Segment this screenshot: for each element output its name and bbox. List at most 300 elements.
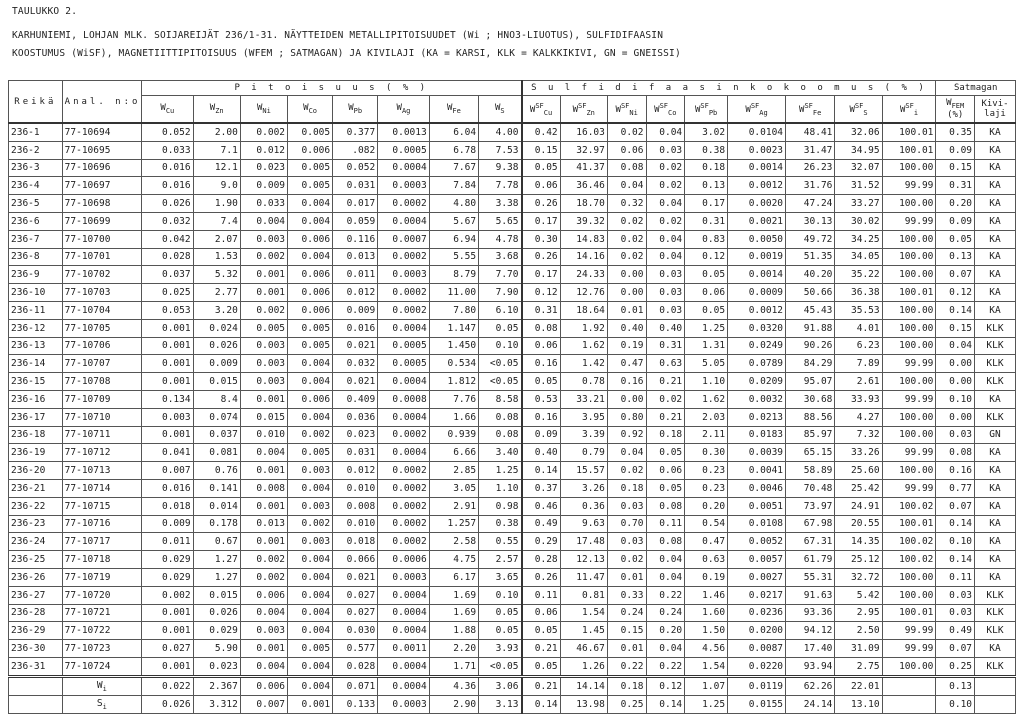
table-cell: 0.49 <box>936 622 975 640</box>
table-cell: 0.04 <box>646 568 685 586</box>
table-cell: 0.14 <box>522 462 561 480</box>
table-cell: 0.004 <box>288 373 333 391</box>
group-pitoisuus: P i t o i s u u s ( % ) <box>142 81 522 96</box>
table-cell: 33.93 <box>835 390 882 408</box>
table-cell: 35.53 <box>835 301 882 319</box>
table-cell: 0.018 <box>142 497 194 515</box>
table-cell: 7.76 <box>429 390 478 408</box>
table-cell: 1.69 <box>429 586 478 604</box>
table-cell: KA <box>975 177 1016 195</box>
cell-reika: 236-15 <box>9 373 63 391</box>
table-cell: 0.009 <box>333 301 378 319</box>
table-cell: 1.147 <box>429 319 478 337</box>
table-cell: 0.0003 <box>378 266 430 284</box>
table-cell: 25.12 <box>835 551 882 569</box>
table-cell: 0.24 <box>607 604 646 622</box>
summary-cell: 0.007 <box>240 695 287 713</box>
table-cell: 0.005 <box>288 319 333 337</box>
table-cell: 0.577 <box>333 640 378 658</box>
table-cell: 99.99 <box>882 640 936 658</box>
table-cell: 99.99 <box>882 212 936 230</box>
table-cell: 0.027 <box>333 586 378 604</box>
table-cell: 100.00 <box>882 319 936 337</box>
table-cell: 0.26 <box>522 195 561 213</box>
table-cell: 0.00 <box>607 266 646 284</box>
table-row <box>9 284 1016 302</box>
table-cell: 0.47 <box>685 533 728 551</box>
table-cell: 0.0014 <box>728 159 786 177</box>
table-cell: 0.036 <box>333 408 378 426</box>
table-row <box>9 266 1016 284</box>
table-cell: 0.0104 <box>728 123 786 141</box>
cell-reika: 236-17 <box>9 408 63 426</box>
table-cell: 0.010 <box>240 426 287 444</box>
col-w-cu: $W_{Cu}$ <box>142 96 194 124</box>
table-cell: 0.06 <box>522 337 561 355</box>
table-cell: KLK <box>975 319 1016 337</box>
table-cell: 45.43 <box>786 301 835 319</box>
table-cell: 0.09 <box>936 212 975 230</box>
table-cell: 0.67 <box>193 533 240 551</box>
table-cell: 0.009 <box>193 355 240 373</box>
table-row <box>9 551 1016 569</box>
table-cell: 0.0002 <box>378 284 430 302</box>
summary-cell: 24.14 <box>786 695 835 713</box>
table-cell: 0.031 <box>333 177 378 195</box>
table-row <box>9 319 1016 337</box>
summary-cell: 0.18 <box>607 676 646 695</box>
table-cell: 0.0004 <box>378 319 430 337</box>
table-cell: 67.98 <box>786 515 835 533</box>
table-cell: 0.0007 <box>378 230 430 248</box>
table-cell: 0.35 <box>936 123 975 141</box>
table-cell: 0.11 <box>646 515 685 533</box>
table-cell: KA <box>975 266 1016 284</box>
table-cell: 0.07 <box>936 497 975 515</box>
table-cell: 100.00 <box>882 568 936 586</box>
table-cell: 0.08 <box>522 319 561 337</box>
table-cell: 0.05 <box>479 604 522 622</box>
table-cell: 3.26 <box>560 479 607 497</box>
table-cell: 0.005 <box>240 319 287 337</box>
cell-anal: 77-10707 <box>62 355 141 373</box>
table-cell: 100.00 <box>882 586 936 604</box>
table-cell: 0.029 <box>142 568 194 586</box>
table-cell: KA <box>975 515 1016 533</box>
summary-cell: 0.12 <box>646 676 685 695</box>
table-cell: 0.010 <box>333 479 378 497</box>
table-cell: 2.00 <box>193 123 240 141</box>
table-cell: 0.0220 <box>728 657 786 676</box>
cell-reika: 236-28 <box>9 604 63 622</box>
table-cell: 0.031 <box>333 444 378 462</box>
table-cell: 3.93 <box>479 640 522 658</box>
table-cell: 0.012 <box>240 141 287 159</box>
summary-cell: 0.071 <box>333 676 378 695</box>
cell-reika: 236-11 <box>9 301 63 319</box>
table-cell: 91.63 <box>786 586 835 604</box>
table-cell: 0.0108 <box>728 515 786 533</box>
cell-reika: 236-2 <box>9 141 63 159</box>
table-cell: KA <box>975 230 1016 248</box>
table-cell: 14.35 <box>835 533 882 551</box>
cell-reika: 236-1 <box>9 123 63 141</box>
table-cell: 0.021 <box>333 337 378 355</box>
table-cell: 0.42 <box>522 123 561 141</box>
table-cell: 0.31 <box>936 177 975 195</box>
cell-anal: 77-10718 <box>62 551 141 569</box>
table-cell: 50.66 <box>786 284 835 302</box>
table-cell: 0.004 <box>288 355 333 373</box>
table-cell: 16.03 <box>560 123 607 141</box>
table-cell: 31.09 <box>835 640 882 658</box>
table-cell: 0.0217 <box>728 586 786 604</box>
table-cell: 0.14 <box>936 301 975 319</box>
table-cell: 0.0004 <box>378 373 430 391</box>
table-row <box>9 390 1016 408</box>
table-cell: 0.013 <box>240 515 287 533</box>
table-cell: 9.38 <box>479 159 522 177</box>
table-cell: KLK <box>975 586 1016 604</box>
table-cell: 0.04 <box>936 337 975 355</box>
table-cell: 1.54 <box>685 657 728 676</box>
table-cell: 0.12 <box>522 284 561 302</box>
table-cell: 1.25 <box>479 462 522 480</box>
table-cell: 0.002 <box>240 248 287 266</box>
summary-cell: 0.21 <box>522 676 561 695</box>
table-cell: <0.05 <box>479 657 522 676</box>
summary-cell: 0.004 <box>288 676 333 695</box>
table-cell: 0.052 <box>142 123 194 141</box>
table-cell: 7.67 <box>429 159 478 177</box>
table-cell: 0.011 <box>142 533 194 551</box>
table-cell: 0.08 <box>479 408 522 426</box>
table-cell: 0.02 <box>646 159 685 177</box>
col-wsf-zn: $W^{SF}_{Zn}$ <box>560 96 607 124</box>
table-cell: 17.48 <box>560 533 607 551</box>
table-cell: 0.004 <box>288 408 333 426</box>
cell-anal: 77-10709 <box>62 390 141 408</box>
summary-row <box>9 676 1016 695</box>
table-cell: 0.007 <box>142 462 194 480</box>
table-cell: 1.25 <box>685 319 728 337</box>
table-cell: 7.90 <box>479 284 522 302</box>
table-cell: 0.059 <box>333 212 378 230</box>
col-wsf-co: $W^{SF}_{Co}$ <box>646 96 685 124</box>
table-cell: 0.11 <box>522 586 561 604</box>
table-cell: 0.02 <box>646 390 685 408</box>
table-cell: 0.0012 <box>728 301 786 319</box>
table-cell: 2.95 <box>835 604 882 622</box>
table-cell: 1.69 <box>429 604 478 622</box>
table-cell: 0.06 <box>685 284 728 302</box>
group-sulfidi: S u l f i d i f a a s i n k o k o o m u s ( % ) <box>522 81 936 96</box>
table-cell: 100.00 <box>882 230 936 248</box>
table-cell: 0.0021 <box>728 212 786 230</box>
summary-cell <box>882 676 936 695</box>
table-row <box>9 604 1016 622</box>
table-cell: 0.02 <box>607 462 646 480</box>
table-cell: 100.01 <box>882 604 936 622</box>
table-cell: 0.005 <box>288 177 333 195</box>
table-cell: 0.81 <box>560 586 607 604</box>
table-cell: 0.0039 <box>728 444 786 462</box>
table-cell: 0.012 <box>333 284 378 302</box>
table-cell: 0.004 <box>288 551 333 569</box>
cell-anal: 77-10714 <box>62 479 141 497</box>
table-cell: 100.00 <box>882 373 936 391</box>
table-cell: 0.0011 <box>378 640 430 658</box>
table-cell: KA <box>975 640 1016 658</box>
table-cell: 4.78 <box>479 230 522 248</box>
table-cell: 0.0027 <box>728 568 786 586</box>
table-cell: 1.45 <box>560 622 607 640</box>
table-cell: 0.21 <box>646 373 685 391</box>
table-cell: 7.53 <box>479 141 522 159</box>
table-cell: 0.06 <box>607 141 646 159</box>
table-cell: 0.012 <box>333 462 378 480</box>
table-row <box>9 123 1016 141</box>
table-cell: 32.72 <box>835 568 882 586</box>
table-cell: 0.0002 <box>378 426 430 444</box>
table-cell: 0.074 <box>193 408 240 426</box>
table-cell: 11.00 <box>429 284 478 302</box>
table-cell: 2.75 <box>835 657 882 676</box>
table-cell: 41.37 <box>560 159 607 177</box>
table-cell: 0.066 <box>333 551 378 569</box>
summary-cell: 0.0155 <box>728 695 786 713</box>
table-cell: 36.38 <box>835 284 882 302</box>
table-cell: KA <box>975 497 1016 515</box>
table-cell: 0.37 <box>522 479 561 497</box>
cell-anal: 77-10716 <box>62 515 141 533</box>
table-cell: 47.24 <box>786 195 835 213</box>
table-cell: 0.01 <box>607 640 646 658</box>
table-cell: 8.4 <box>193 390 240 408</box>
table-cell: 100.00 <box>882 159 936 177</box>
table-cell: 100.01 <box>882 284 936 302</box>
table-cell: 0.76 <box>193 462 240 480</box>
summary-cell: 1.07 <box>685 676 728 695</box>
table-cell: 0.016 <box>142 177 194 195</box>
table-cell: 0.001 <box>240 640 287 658</box>
table-cell: 0.009 <box>142 515 194 533</box>
table-cell: 2.57 <box>479 551 522 569</box>
table-cell: 0.92 <box>607 426 646 444</box>
table-cell: 0.011 <box>333 266 378 284</box>
table-cell: 30.13 <box>786 212 835 230</box>
table-cell: 0.001 <box>240 284 287 302</box>
table-cell: 0.006 <box>288 230 333 248</box>
table-cell: 0.004 <box>288 248 333 266</box>
table-cell: 0.19 <box>607 337 646 355</box>
table-cell: 12.13 <box>560 551 607 569</box>
table-cell: 0.16 <box>522 408 561 426</box>
col-anal: Anal. n:o <box>62 81 141 124</box>
table-cell: 0.53 <box>522 390 561 408</box>
summary-cell: 0.10 <box>936 695 975 713</box>
table-cell: 0.79 <box>560 444 607 462</box>
table-cell: 0.40 <box>522 444 561 462</box>
table-cell: 2.85 <box>429 462 478 480</box>
table-cell: 0.12 <box>685 248 728 266</box>
table-cell: 0.78 <box>560 373 607 391</box>
cell-anal: 77-10713 <box>62 462 141 480</box>
table-cell: 0.001 <box>142 373 194 391</box>
table-cell: 0.63 <box>685 551 728 569</box>
table-cell: 0.15 <box>936 159 975 177</box>
table-cell: 65.15 <box>786 444 835 462</box>
table-cell: 0.0005 <box>378 141 430 159</box>
table-cell: KA <box>975 390 1016 408</box>
table-cell: 0.28 <box>522 551 561 569</box>
table-cell: 0.04 <box>646 123 685 141</box>
table-cell: 2.20 <box>429 640 478 658</box>
table-cell: KA <box>975 568 1016 586</box>
table-cell: 0.08 <box>646 533 685 551</box>
summary-cell: 22.01 <box>835 676 882 695</box>
table-cell: 99.99 <box>882 390 936 408</box>
table-cell: 0.31 <box>646 337 685 355</box>
table-cell: 7.70 <box>479 266 522 284</box>
table-cell: 0.002 <box>240 301 287 319</box>
table-cell: 0.06 <box>522 177 561 195</box>
table-cell: 15.57 <box>560 462 607 480</box>
table-cell: 0.0019 <box>728 248 786 266</box>
table-cell: 48.41 <box>786 123 835 141</box>
table-cell: 1.31 <box>685 337 728 355</box>
table-cell: 0.002 <box>142 586 194 604</box>
table-cell: 5.42 <box>835 586 882 604</box>
summary-cell: 62.26 <box>786 676 835 695</box>
table-cell: 1.53 <box>193 248 240 266</box>
table-cell: 0.015 <box>193 586 240 604</box>
table-row <box>9 622 1016 640</box>
table-cell: 33.21 <box>560 390 607 408</box>
table-cell: 0.006 <box>240 586 287 604</box>
table-cell: 100.02 <box>882 551 936 569</box>
table-row <box>9 177 1016 195</box>
table-row <box>9 373 1016 391</box>
table-cell: 0.005 <box>288 123 333 141</box>
table-row <box>9 159 1016 177</box>
table-cell: 0.0046 <box>728 479 786 497</box>
table-cell: 0.00 <box>936 408 975 426</box>
table-cell: 0.037 <box>193 426 240 444</box>
table-cell: 0.003 <box>240 622 287 640</box>
table-cell: 0.10 <box>936 533 975 551</box>
table-cell: 0.08 <box>479 426 522 444</box>
summary-cell: 0.25 <box>607 695 646 713</box>
table-cell: 0.12 <box>936 284 975 302</box>
table-cell: 2.50 <box>835 622 882 640</box>
table-cell: 0.0012 <box>728 177 786 195</box>
table-cell: 40.20 <box>786 266 835 284</box>
table-cell: 0.004 <box>288 657 333 676</box>
table-cell: 0.003 <box>240 230 287 248</box>
table-cell: 0.027 <box>142 640 194 658</box>
summary-cell: 0.133 <box>333 695 378 713</box>
table-cell: 0.0009 <box>728 284 786 302</box>
cell-reika: 236-19 <box>9 444 63 462</box>
table-cell: 0.001 <box>142 355 194 373</box>
table-title: TAULUKKO 2. <box>12 6 78 17</box>
table-cell: 0.026 <box>142 195 194 213</box>
table-cell: 6.04 <box>429 123 478 141</box>
table-cell: 0.004 <box>288 586 333 604</box>
table-cell: 1.812 <box>429 373 478 391</box>
cell-reika: 236-13 <box>9 337 63 355</box>
cell-anal: 77-10701 <box>62 248 141 266</box>
table-cell: 6.23 <box>835 337 882 355</box>
summary-cell: 0.026 <box>142 695 194 713</box>
table-cell: 1.26 <box>560 657 607 676</box>
table-cell: 0.02 <box>646 212 685 230</box>
table-cell: 1.62 <box>685 390 728 408</box>
table-cell: 0.0004 <box>378 586 430 604</box>
col-wsf-i: $W^{SF}_i$ <box>882 96 936 124</box>
cell-anal: 77-10703 <box>62 284 141 302</box>
table-cell: 0.004 <box>288 604 333 622</box>
table-cell: 0.03 <box>936 604 975 622</box>
table-cell: 0.20 <box>936 195 975 213</box>
table-cell: 0.001 <box>142 426 194 444</box>
table-cell: 12.76 <box>560 284 607 302</box>
table-cell: 0.31 <box>685 212 728 230</box>
table-row <box>9 640 1016 658</box>
table-cell: 0.004 <box>288 195 333 213</box>
table-cell: 0.006 <box>288 390 333 408</box>
table-cell: 20.55 <box>835 515 882 533</box>
table-cell: 46.67 <box>560 640 607 658</box>
table-cell: 0.003 <box>142 408 194 426</box>
table-cell: 0.10 <box>479 586 522 604</box>
summary-cell: 3.13 <box>479 695 522 713</box>
table-cell: 18.70 <box>560 195 607 213</box>
table-cell: 0.23 <box>685 462 728 480</box>
cell-reika: 236-5 <box>9 195 63 213</box>
table-cell: 1.42 <box>560 355 607 373</box>
col-w-ag: $W_{Ag}$ <box>378 96 430 124</box>
table-cell: 9.0 <box>193 177 240 195</box>
table-cell: 25.60 <box>835 462 882 480</box>
cell-reika: 236-29 <box>9 622 63 640</box>
table-cell: GN <box>975 426 1016 444</box>
table-cell: 0.02 <box>607 248 646 266</box>
table-cell: 0.002 <box>240 123 287 141</box>
table-cell: 0.23 <box>685 479 728 497</box>
table-cell: 0.008 <box>333 497 378 515</box>
table-cell: 0.40 <box>646 319 685 337</box>
table-cell: 0.05 <box>479 319 522 337</box>
table-cell: 0.0004 <box>378 212 430 230</box>
table-cell: 0.36 <box>560 497 607 515</box>
cell-anal: 77-10719 <box>62 568 141 586</box>
cell-reika: 236-23 <box>9 515 63 533</box>
table-cell: 0.021 <box>333 568 378 586</box>
table-cell: 100.01 <box>882 141 936 159</box>
table-cell: .082 <box>333 141 378 159</box>
table-cell: 0.13 <box>685 177 728 195</box>
table-cell: 0.0057 <box>728 551 786 569</box>
table-cell: 99.99 <box>882 479 936 497</box>
table-row <box>9 657 1016 676</box>
cell-anal: 77-10700 <box>62 230 141 248</box>
table-cell: 0.0002 <box>378 248 430 266</box>
table-cell: 0.16 <box>607 373 646 391</box>
table-cell: 0.0003 <box>378 177 430 195</box>
table-cell: 3.38 <box>479 195 522 213</box>
